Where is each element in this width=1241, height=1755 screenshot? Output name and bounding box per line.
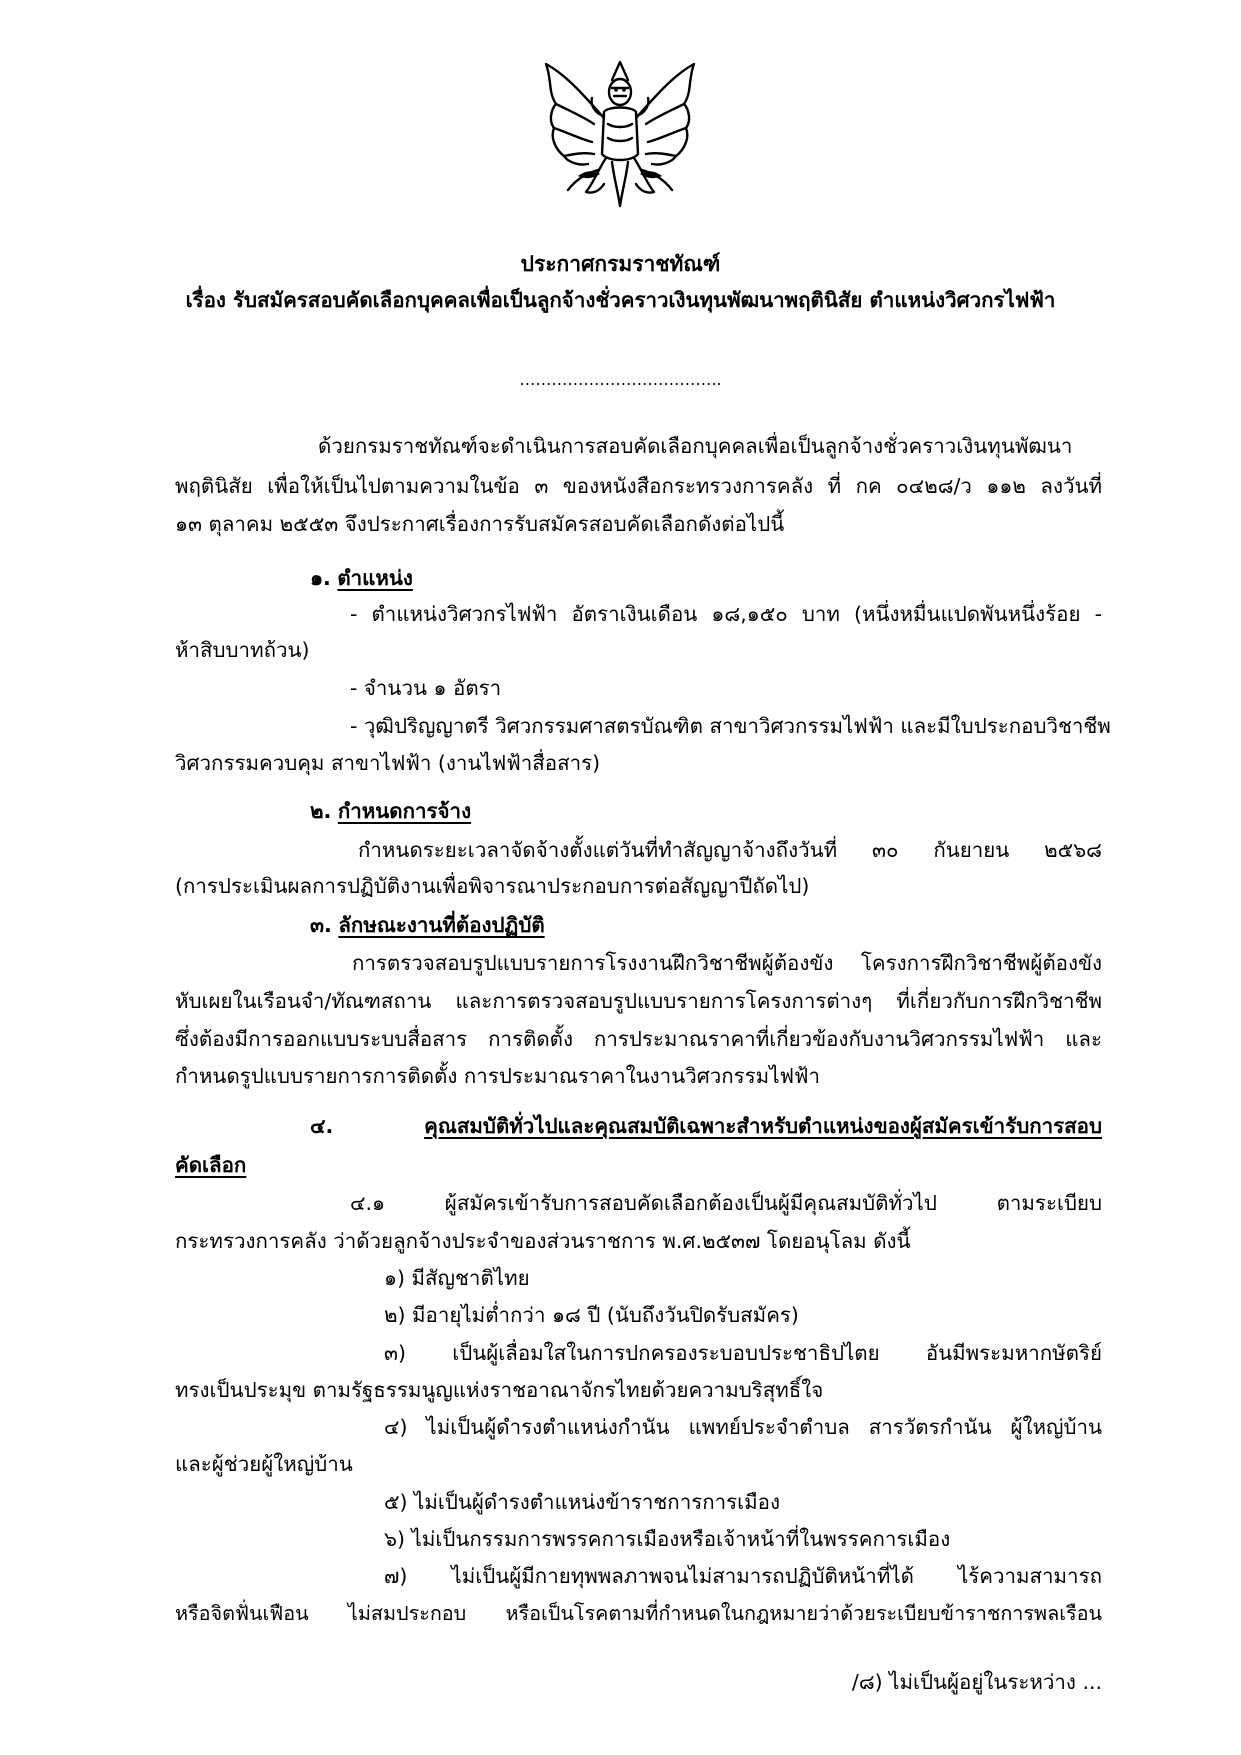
qualification-3-cont: ทรงเป็นประมุข ตามรัฐธรรมนูญแห่งราชอาณาจักรไทยด้วยความบริสุทธิ์ใจ bbox=[175, 1378, 824, 1402]
section-4-line-2: กระทรวงการคลัง ว่าด้วยลูกจ้างประจำของส่วนราชการ พ.ศ.๒๕๓๗ โดยอนุโลม ดังนี้ bbox=[175, 1229, 911, 1253]
intro-line-1: ด้วยกรมราชทัณฑ์จะดำเนินการสอบคัดเลือกบุคคลเพื่อเป็นลูกจ้างชั่วคราวเงินทุนพัฒนา bbox=[318, 434, 1073, 458]
section-2-line-1: กำหนดระยะเวลาจัดจ้างตั้งแต่วันที่ทำสัญญาจ้างถึงวันที่ ๓๐ กันยายน ๒๕๖๘ bbox=[358, 838, 1102, 862]
section-1-number: ๑. bbox=[310, 566, 331, 590]
section-3-line-1: การตรวจสอบรูปแบบรายการโรงงานฝึกวิชาชีพผู้ต้องขัง โครงการฝึกวิชาชีพผู้ต้องขัง bbox=[352, 951, 1102, 975]
qualification-2: ๒) มีอายุไม่ต่ำกว่า ๑๘ ปี (นับถึงวันปิดรับสมัคร) bbox=[384, 1303, 799, 1327]
section-4-title-line-2: คัดเลือก bbox=[175, 1153, 247, 1177]
section-3-number: ๓. bbox=[310, 913, 332, 937]
section-1-line-1: - ตำแหน่งวิศวกรไฟฟ้า อัตราเงินเดือน ๑๘,๑๕๐ บาท (หนึ่งหมื่นแปดพันหนึ่งร้อย - bbox=[350, 602, 1102, 626]
section-4-number: ๔. bbox=[310, 1114, 334, 1138]
section-4-line-1: ๔.๑ ผู้สมัครเข้ารับการสอบคัดเลือกต้องเป็นผู้มีคุณสมบัติทั่วไป ตามระเบียบ bbox=[350, 1191, 1102, 1215]
section-3-line-3: ซึ่งต้องมีการออกแบบระบบสื่อสาร การติดตั้ง การประมาณราคาที่เกี่ยวข้องกับงานวิศวกรรมไฟฟ้า และ bbox=[175, 1027, 1102, 1051]
section-1-line-2: ห้าสิบบาทถ้วน) bbox=[175, 638, 310, 662]
qualification-4: ๔) ไม่เป็นผู้ดำรงตำแหน่งกำนัน แพทย์ประจำตำบล สารวัตรกำนัน ผู้ใหญ่บ้าน bbox=[384, 1415, 1102, 1439]
section-2-heading bbox=[310, 801, 471, 822]
intro-line-3: ๑๓ ตุลาคม ๒๕๕๓ จึงประกาศเรื่องการรับสมัครสอบคัดเลือกดังต่อไปนี้ bbox=[175, 512, 785, 536]
section-1-line-5: วิศวกรรมควบคุม สาขาไฟฟ้า (งานไฟฟ้าสื่อสาร) bbox=[175, 751, 601, 775]
section-4-title-line-1: คุณสมบัติทั่วไปและคุณสมบัติเฉพาะสำหรับตำแหน่งของผู้สมัครเข้ารับการสอบ bbox=[424, 1114, 1102, 1138]
section-4-heading bbox=[310, 1116, 1102, 1137]
section-1-title: ตำแหน่ง bbox=[337, 566, 413, 590]
qualification-6: ๖) ไม่เป็นกรรมการพรรคการเมืองหรือเจ้าหน้าที่ในพรรคการเมือง bbox=[384, 1527, 951, 1551]
qualification-7-cont: หรือจิตฟั่นเฟือน ไม่สมประกอบ หรือเป็นโรคตามที่กำหนดในกฎหมายว่าด้วยระเบียบข้าราชการพลเรือน bbox=[175, 1602, 1102, 1625]
qualification-1: ๑) มีสัญชาติไทย bbox=[384, 1266, 530, 1290]
section-1-line-4: - วุฒิปริญญาตรี วิศวกรรมศาสตรบัณฑิต สาขาวิศวกรรมไฟฟ้า และมีใบประกอบวิชาชีพ bbox=[350, 714, 1111, 738]
section-2-number: ๒. bbox=[310, 799, 332, 823]
qualification-4-cont: และผู้ช่วยผู้ใหญ่บ้าน bbox=[175, 1452, 353, 1476]
section-2-line-2: (การประเมินผลการปฏิบัติงานเพื่อพิจารณาประกอบการต่อสัญญาปีถัดไป) bbox=[175, 874, 810, 898]
garuda-emblem-icon bbox=[534, 58, 706, 210]
section-2-title: กำหนดการจ้าง bbox=[337, 799, 472, 823]
announcement-title: ประกาศกรมราชทัณฑ์ bbox=[520, 252, 721, 276]
qualification-7: ๗) ไม่เป็นผู้มีกายทุพพลภาพจนไม่สามารถปฏิบัติหน้าที่ได้ ไร้ความสามารถ bbox=[384, 1564, 1102, 1588]
continuation-note: /๘) ไม่เป็นผู้อยู่ในระหว่าง ... bbox=[851, 1670, 1102, 1694]
section-3-line-2: หับเผยในเรือนจำ/ทัณฑสถาน และการตรวจสอบรูปแบบรายการโครงการต่างๆ ที่เกี่ยวกับการฝึกวิชาชีพ bbox=[175, 989, 1102, 1013]
intro-line-2: พฤตินิสัย เพื่อให้เป็นไปตามความในข้อ ๓ ของหนังสือกระทรวงการคลัง ที่ กค ๐๔๒๘/ว ๑๑๒ ลงวันที่ bbox=[175, 474, 1102, 498]
section-1-line-3: - จำนวน ๑ อัตรา bbox=[350, 676, 502, 700]
qualification-5: ๕) ไม่เป็นผู้ดำรงตำแหน่งข้าราชการการเมือง bbox=[384, 1490, 780, 1514]
section-3-title: ลักษณะงานที่ต้องปฏิบัติ bbox=[338, 913, 545, 937]
qualification-3: ๓) เป็นผู้เลื่อมใสในการปกครองระบอบประชาธิปไตย อันมีพระมหากษัตริย์ bbox=[384, 1341, 1102, 1365]
announcement-subject: เรื่อง รับสมัครสอบคัดเลือกบุคคลเพื่อเป็นลูกจ้างชั่วคราวเงินทุนพัฒนาพฤตินิสัย ตำแหน่งวิศวกรไฟฟ้า bbox=[185, 288, 1056, 312]
section-3-heading bbox=[310, 915, 545, 936]
section-3-line-4: กำหนดรูปแบบรายการการติดตั้ง การประมาณราคาในงานวิศวกรรมไฟฟ้า bbox=[175, 1064, 821, 1088]
section-1-heading bbox=[310, 568, 413, 589]
separator-dots: ……………………………….. bbox=[519, 370, 722, 389]
